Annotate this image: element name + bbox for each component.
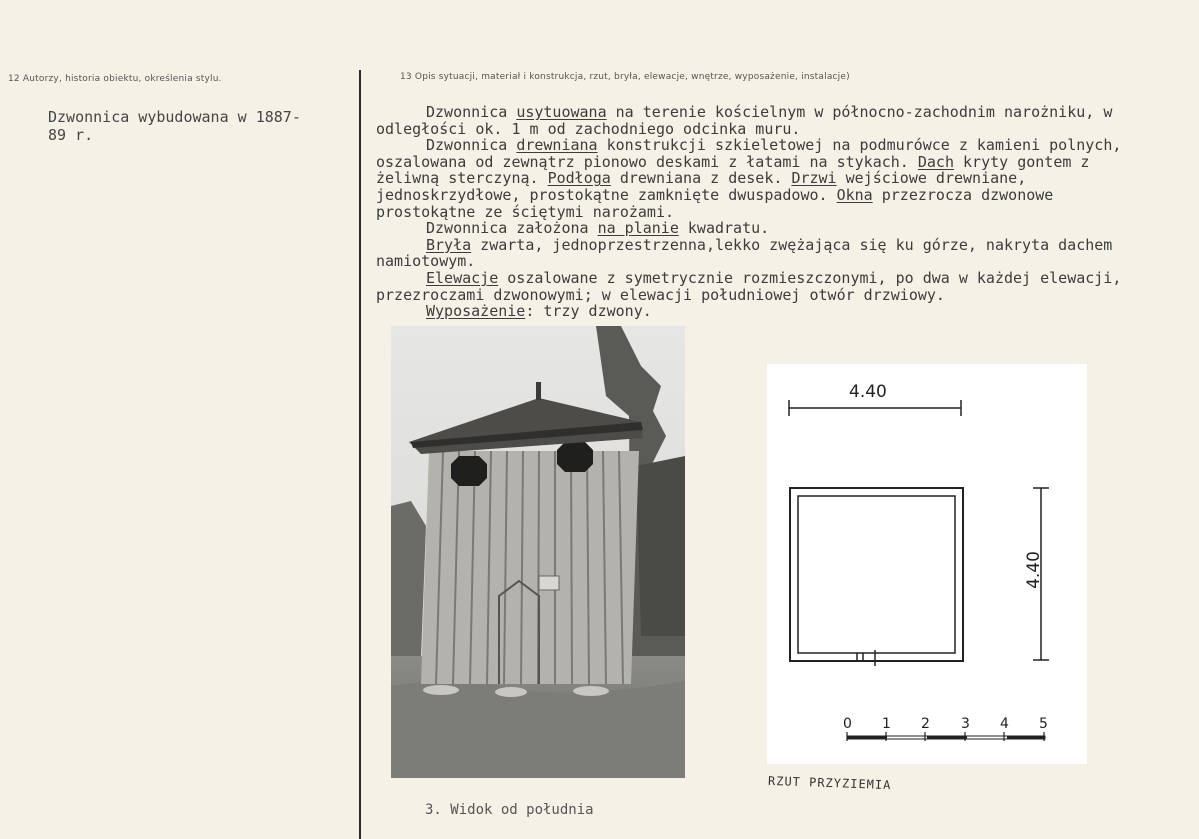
paragraph-equipment: Wyposażenie: trzy dzwony. — [426, 302, 652, 321]
scale-label-3: 3 — [961, 716, 970, 732]
scale-label-5: 5 — [1039, 716, 1048, 732]
scale-label-2: 2 — [921, 716, 930, 732]
paragraph-location: Dzwonnica usytuowana na terenie kościelnym w północno-zachodnim narożniku, w odległości ok. 1 m od zachodniego odcinka muru. — [376, 103, 1113, 138]
description-text — [376, 104, 1146, 320]
history-text: Dzwonnica wybudowana w 1887- 89 r. — [48, 108, 301, 144]
section-12-header: 12 Autorzy, historia obiektu, określenia stylu. — [8, 74, 222, 84]
paragraph-plan: Dzwonnica założona na planie kwadratu. — [426, 219, 770, 238]
photo-caption: 3. Widok od południa — [425, 802, 594, 818]
paragraph-elevations: Elewacje oszalowane z symetrycznie rozmieszczonymi, po dwa w każdej elewacji, przezroczami dzwonowymi; w elewacji południowej otwór drzwiowy. — [376, 268, 1122, 304]
scale-label-0: 0 — [843, 716, 852, 732]
paragraph-construction: Dzwonnica drewniana konstrukcji szkieletowej na podmurówce z kamieni polnych, oszalowana od zewnątrz pionowo deskami z łatami na stykach. Dach kryty gontem z żeliwną sterczyną. Podłoga drewniana z desek. Drzwi wejściowe drewniane, jednoskrzydłowe, prostokątne zamknięte dwuspadowo. Okna przezrocza dzwonowe prostokątne ze ściętymi narożami. — [376, 136, 1122, 221]
plan-title: RZUT PRZYZIEMIA — [767, 773, 892, 793]
scale-label-1: 1 — [882, 716, 891, 732]
floor-plan-drawing — [767, 364, 1087, 764]
width-dimension: 4.40 — [849, 382, 887, 402]
scale-label-4: 4 — [1000, 716, 1009, 732]
section-13-header: 13 Opis sytuacji, materiał i konstrukcja, rzut, bryła, elewacje, wnętrze, wyposażenie, instalacje) — [400, 72, 850, 82]
belfry-photo — [391, 326, 685, 778]
column-divider — [359, 70, 361, 839]
depth-dimension: 4.40 — [1023, 551, 1044, 589]
paragraph-mass: Bryła zwarta, jednoprzestrzenna,lekko zwężająca się ku górze, nakryta dachem namiotowym. — [376, 235, 1113, 271]
